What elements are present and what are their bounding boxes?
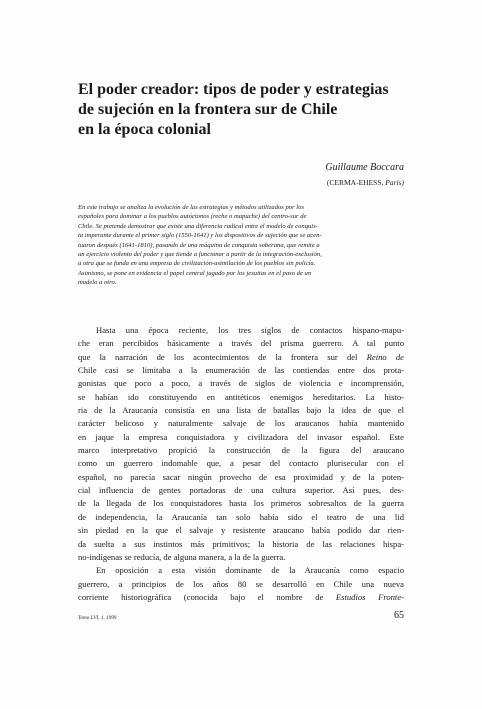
body-line: cial influencia de gentes portadoras de una cultura superior. Así pues, des- bbox=[78, 485, 404, 496]
body-line: ria de la Araucanía consistía en una lista de batallas bajo la idea de que el bbox=[78, 405, 404, 416]
body-line: carácter belicoso y naturalmente salvaje de los araucanos había mantenido bbox=[78, 418, 404, 429]
body-line: español, no parecía sacar ningún provecho de esa proximidad y de la poten- bbox=[78, 471, 404, 482]
body-line-text: corriente historiográfica (conocida bajo el nombre de bbox=[78, 591, 336, 602]
body-line-text: que la narración de los acontecimientos de la frontera sur del bbox=[78, 351, 367, 362]
author-name: Guillaume Boccara bbox=[325, 162, 404, 173]
estudios-italic: Estudios Fronte- bbox=[335, 591, 404, 602]
body-line: se habían ido constituyendo en antitéticos enemigos hereditarios. La histo- bbox=[78, 391, 404, 402]
abstract-line: un ejercicio violento del poder y que tiende a funcionar a partir de la integración-exclusión, bbox=[78, 251, 322, 259]
body-line: como un guerrero indomable que, a pesar del contacto plurisecular con el bbox=[78, 458, 404, 469]
abstract-line: tuaron después (1641-1810), pasando de una máquina de conquista soberana, que remite a bbox=[78, 241, 320, 249]
body-line: guerrero, a principios de los años 80 se desarrolló en Chile una nueva bbox=[78, 578, 404, 589]
body-line: en jaque la empresa conquistadora y civilizadora del invasor español. Este bbox=[78, 431, 404, 442]
body-line: Chile casi se limitaba a la enumeración de las contiendas entre dos prota- bbox=[78, 365, 404, 376]
reino-italic: Reino de bbox=[366, 351, 404, 362]
abstract bbox=[78, 203, 404, 288]
body-line: de la llegada de los conquistadores hasta los primeros sobresaltos de la guerra bbox=[78, 498, 404, 509]
author-affiliation bbox=[327, 178, 404, 188]
title-line: El poder creador: tipos de poder y estrategias bbox=[78, 81, 389, 98]
body-line: En oposición a esta visión dominante de la Araucanía como espacio bbox=[96, 565, 404, 576]
abstract-line: Chile. Se pretende demostrar que existe una diferencia radical entre el modelo de conquis- bbox=[78, 222, 318, 230]
abstract-line: En este trabajo se analiza la evolución de las estrategias y métodos utilizados por los bbox=[78, 204, 305, 211]
title-line: de sujeción en la frontera sur de Chile bbox=[78, 101, 338, 118]
page-number: 65 bbox=[394, 610, 404, 621]
abstract-line: ta imperante durante el primer siglo (1550-1641) y los dispositivos de sujeción que se acen- bbox=[78, 232, 322, 240]
article-title bbox=[78, 80, 438, 140]
title-line: en la época colonial bbox=[78, 121, 211, 138]
abstract-line: españoles para dominar a los pueblos autóctonos (reche o mapuche) del centro-sur de bbox=[78, 213, 307, 221]
abstract-line: modelo a otro. bbox=[78, 279, 117, 287]
body-text bbox=[78, 324, 404, 604]
body-line: Hasta una época reciente, los tres siglos de contactos hispano-mapu- bbox=[96, 325, 404, 335]
abstract-line: Asimismo, se pone en evidencia el papel central jugado por los jesuitas en el paso de un bbox=[78, 269, 312, 277]
body-line: sin piedad en la que el salvaje y resistente araucano había podido dar rien- bbox=[78, 525, 404, 536]
body-line bbox=[78, 351, 404, 364]
body-line: gonistas que poco a poco, a través de siglos de violencia e incomprensión, bbox=[78, 378, 404, 389]
body-line: no-indígenas se reducía, de alguna manera, a la de la guerra. bbox=[78, 551, 286, 562]
body-line: che eran percibidos básicamente a través del prisma guerrero. A tal punto bbox=[78, 338, 404, 349]
affiliation-institution: (CERMA-EHESS, bbox=[326, 178, 386, 187]
body-line: marco interpretativo propició la construcción de la figura del araucano bbox=[78, 445, 404, 456]
journal-reference: Tomo LVI, 1, 1999 bbox=[78, 615, 117, 621]
affiliation-city: París) bbox=[385, 178, 404, 187]
body-line: de independencia, la Araucanía tan solo había sido el teatro de una lid bbox=[78, 511, 404, 522]
body-line: da suelta a sus instintos más primitivos; la historia de las relaciones hispa- bbox=[78, 538, 404, 549]
body-line bbox=[78, 591, 404, 604]
abstract-line: a otra que se funda en una empresa de civilización-asimilación de los pueblos sin policía. bbox=[78, 260, 316, 268]
